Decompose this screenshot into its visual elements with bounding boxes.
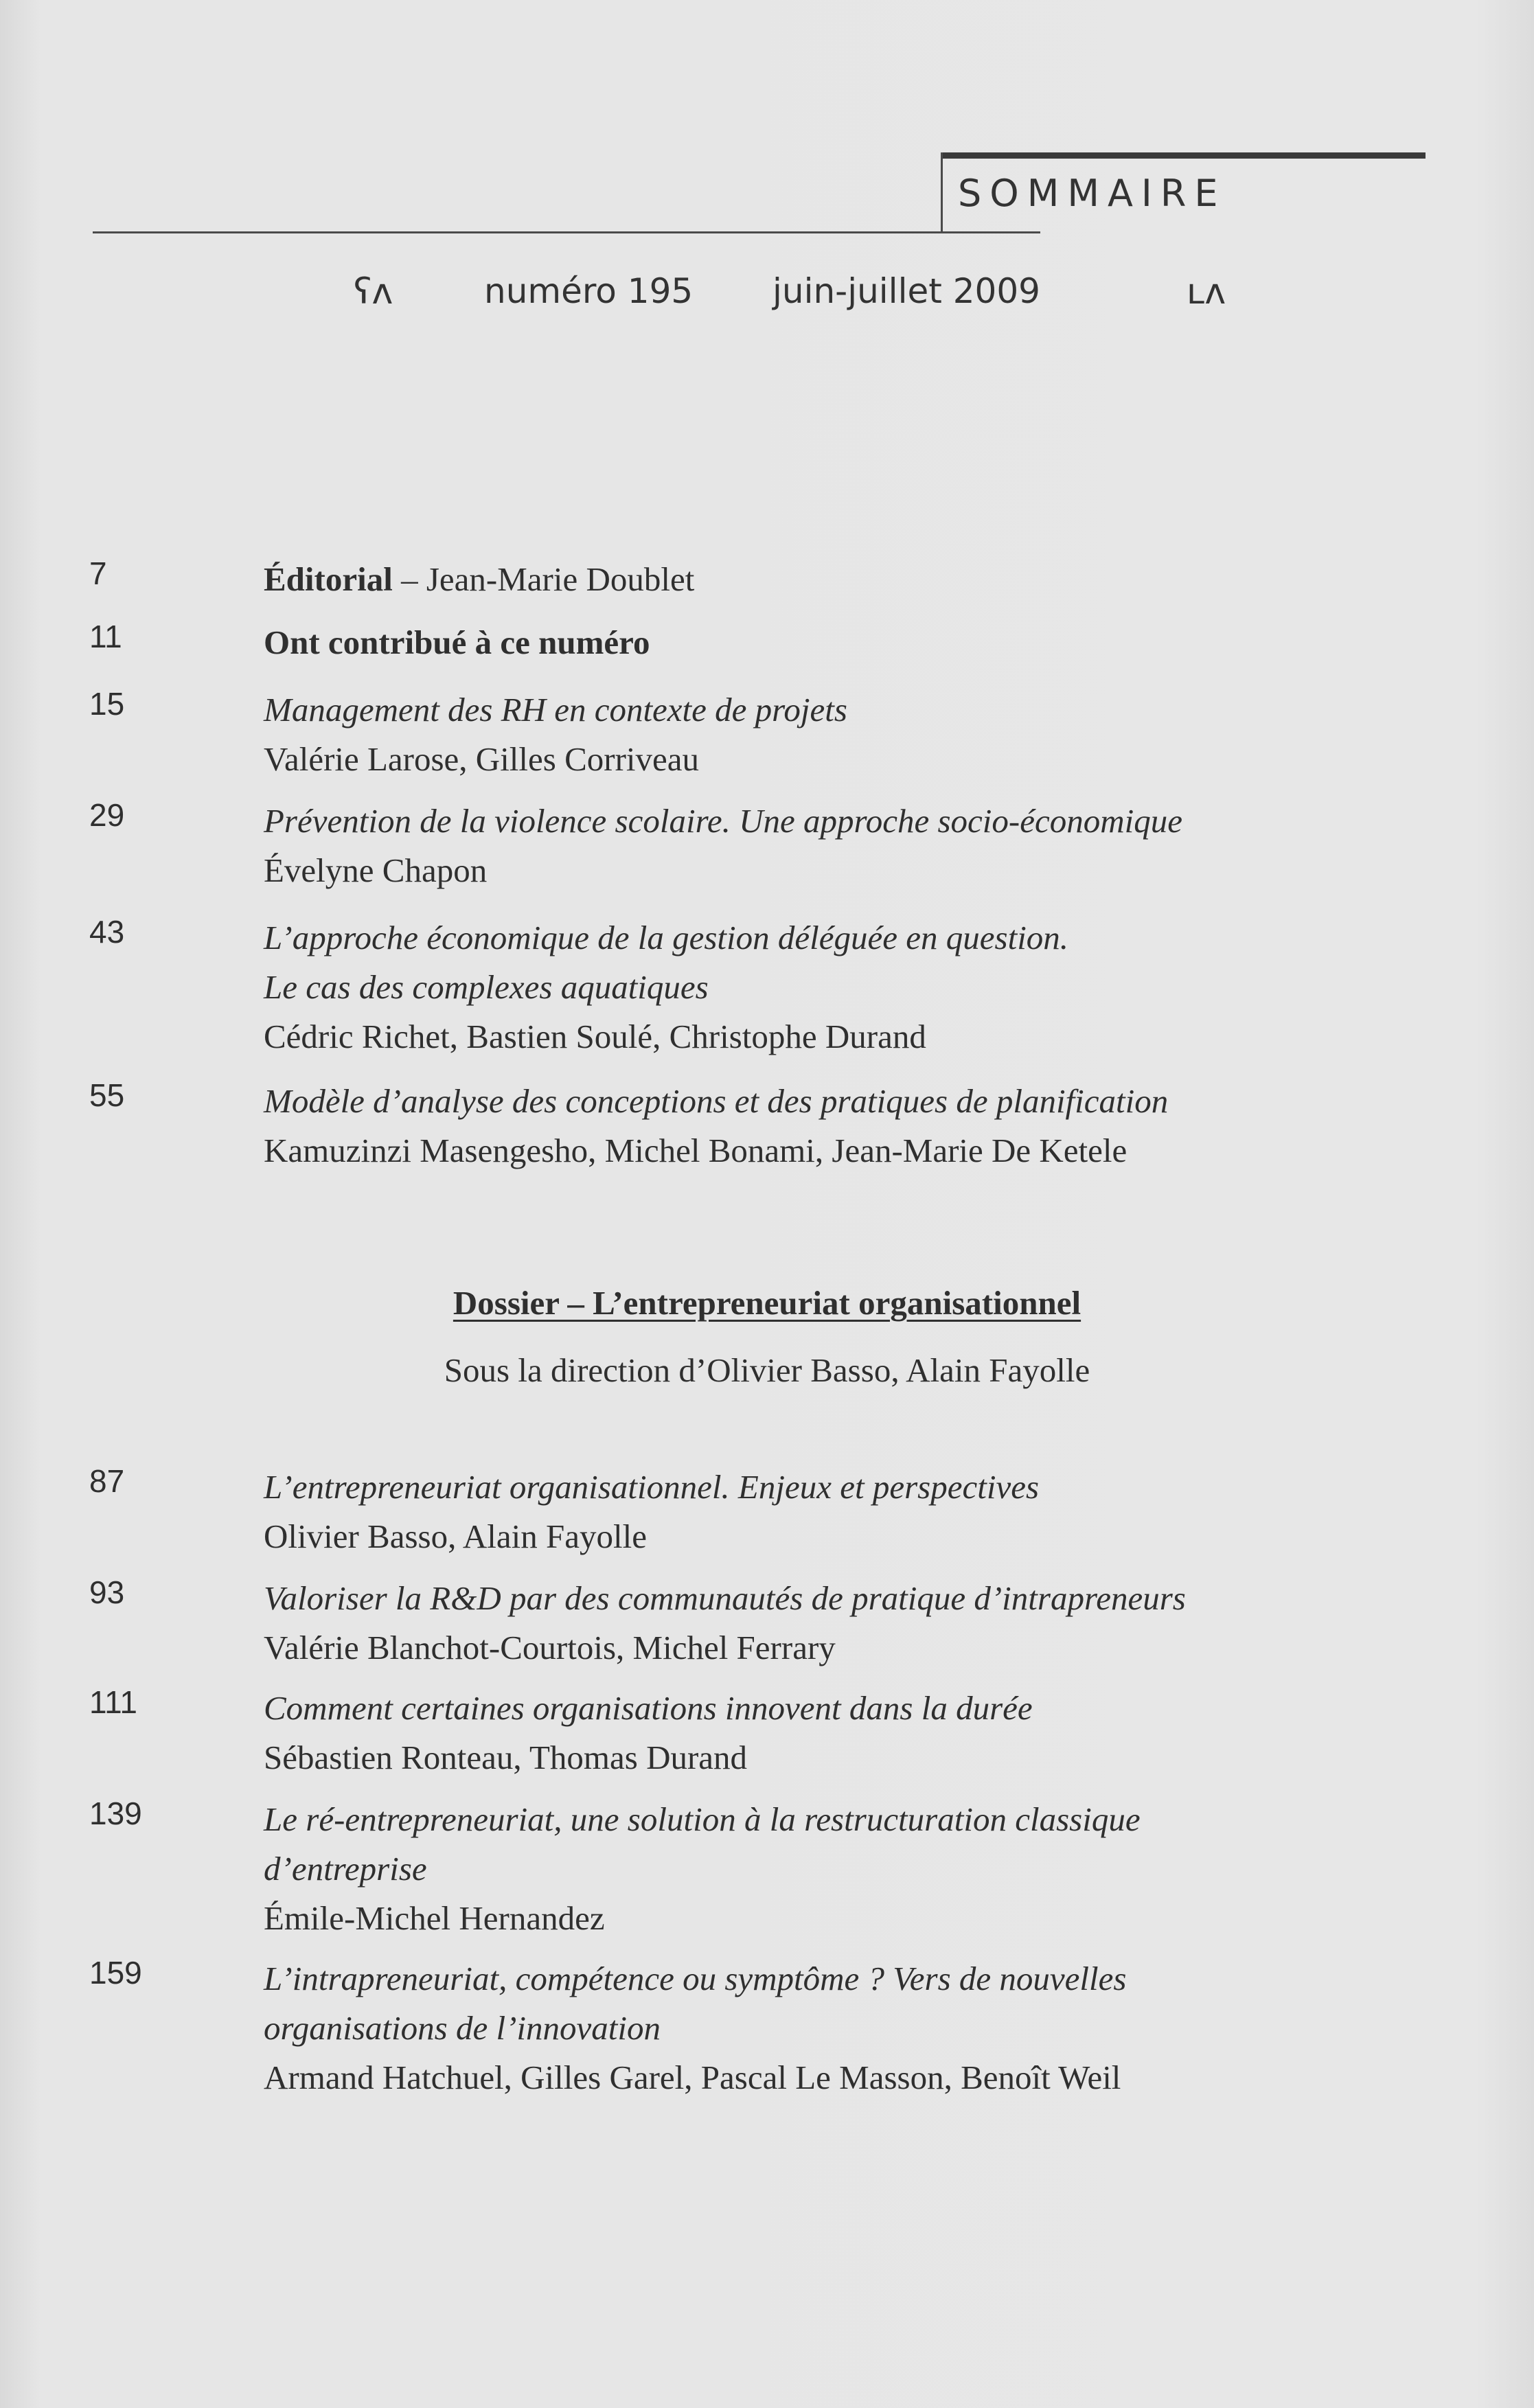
section-title: SOMMAIRE [958,172,1226,215]
dossier-title: Dossier – L’entrepreneuriat organisationnel [453,1284,1081,1322]
article-title: L’approche économique de la gestion déléguée en question. [264,919,1069,956]
page-number: 29 [89,797,125,833]
article-title: Le ré-entrepreneuriat, une solution à la restructuration classique [264,1800,1141,1838]
entry-label: Ont contribué à ce numéro [264,623,650,661]
header-vertical-rule [941,152,943,233]
entry-author: Jean-Marie Doublet [426,560,695,598]
header-long-rule [93,231,1040,233]
page-number: 43 [89,914,125,950]
page-number: 87 [89,1463,125,1499]
article-title: Comment certaines organisations innovent dans la durée [264,1689,1033,1727]
page-number: 159 [89,1955,142,1991]
article-title: L’intrapreneuriat, compétence ou symptôme ? Vers de nouvelles [264,1960,1127,1997]
article-authors: Émile-Michel Hernandez [264,1899,605,1937]
article-title: Valoriser la R&D par des communautés de pratique d’intrapreneurs [264,1579,1186,1617]
ornament-right-icon: ʟʌ [1187,271,1226,312]
ornament-left-icon: ʕʌ [354,271,393,312]
article-authors: Armand Hatchuel, Gilles Garel, Pascal Le Masson, Benoît Weil [264,2059,1121,2096]
article-title: organisations de l’innovation [264,2009,661,2047]
article-title: L’entrepreneuriat organisationnel. Enjeux et perspectives [264,1468,1040,1506]
article-authors: Kamuzinzi Masengesho, Michel Bonami, Jean-Marie De Ketele [264,1132,1127,1169]
article-title: Prévention de la violence scolaire. Une approche socio-économique [264,802,1182,840]
article-title: Le cas des complexes aquatiques [264,968,709,1006]
article-authors: Sébastien Ronteau, Thomas Durand [264,1739,748,1776]
article-title: d’entreprise [264,1850,427,1888]
article-authors: Valérie Blanchot-Courtois, Michel Ferrary [264,1629,836,1666]
page-number: 11 [89,619,122,654]
article-authors: Valérie Larose, Gilles Corriveau [264,740,700,778]
page-number: 55 [89,1077,125,1113]
article-authors: Cédric Richet, Bastien Soulé, Christophe Durand [264,1018,926,1055]
article-title: Management des RH en contexte de projets [264,691,847,729]
header-thick-rule [941,152,1426,159]
page-number: 111 [89,1684,137,1720]
issue-number: numéro 195 [484,271,694,311]
page-number: 15 [89,686,125,722]
dossier-direction: Sous la direction d’Olivier Basso, Alain Fayolle [444,1351,1090,1389]
issue-date: juin-juillet 2009 [772,271,1040,311]
article-title: Modèle d’analyse des conceptions et des pratiques de planification [264,1082,1169,1120]
entry-label: Éditorial [264,560,393,598]
article-authors: Olivier Basso, Alain Fayolle [264,1517,647,1555]
page-number: 7 [89,555,107,591]
page-number: 139 [89,1796,142,1831]
article-authors: Évelyne Chapon [264,851,488,889]
entry-separator: – [392,560,426,598]
page-number: 93 [89,1574,125,1610]
